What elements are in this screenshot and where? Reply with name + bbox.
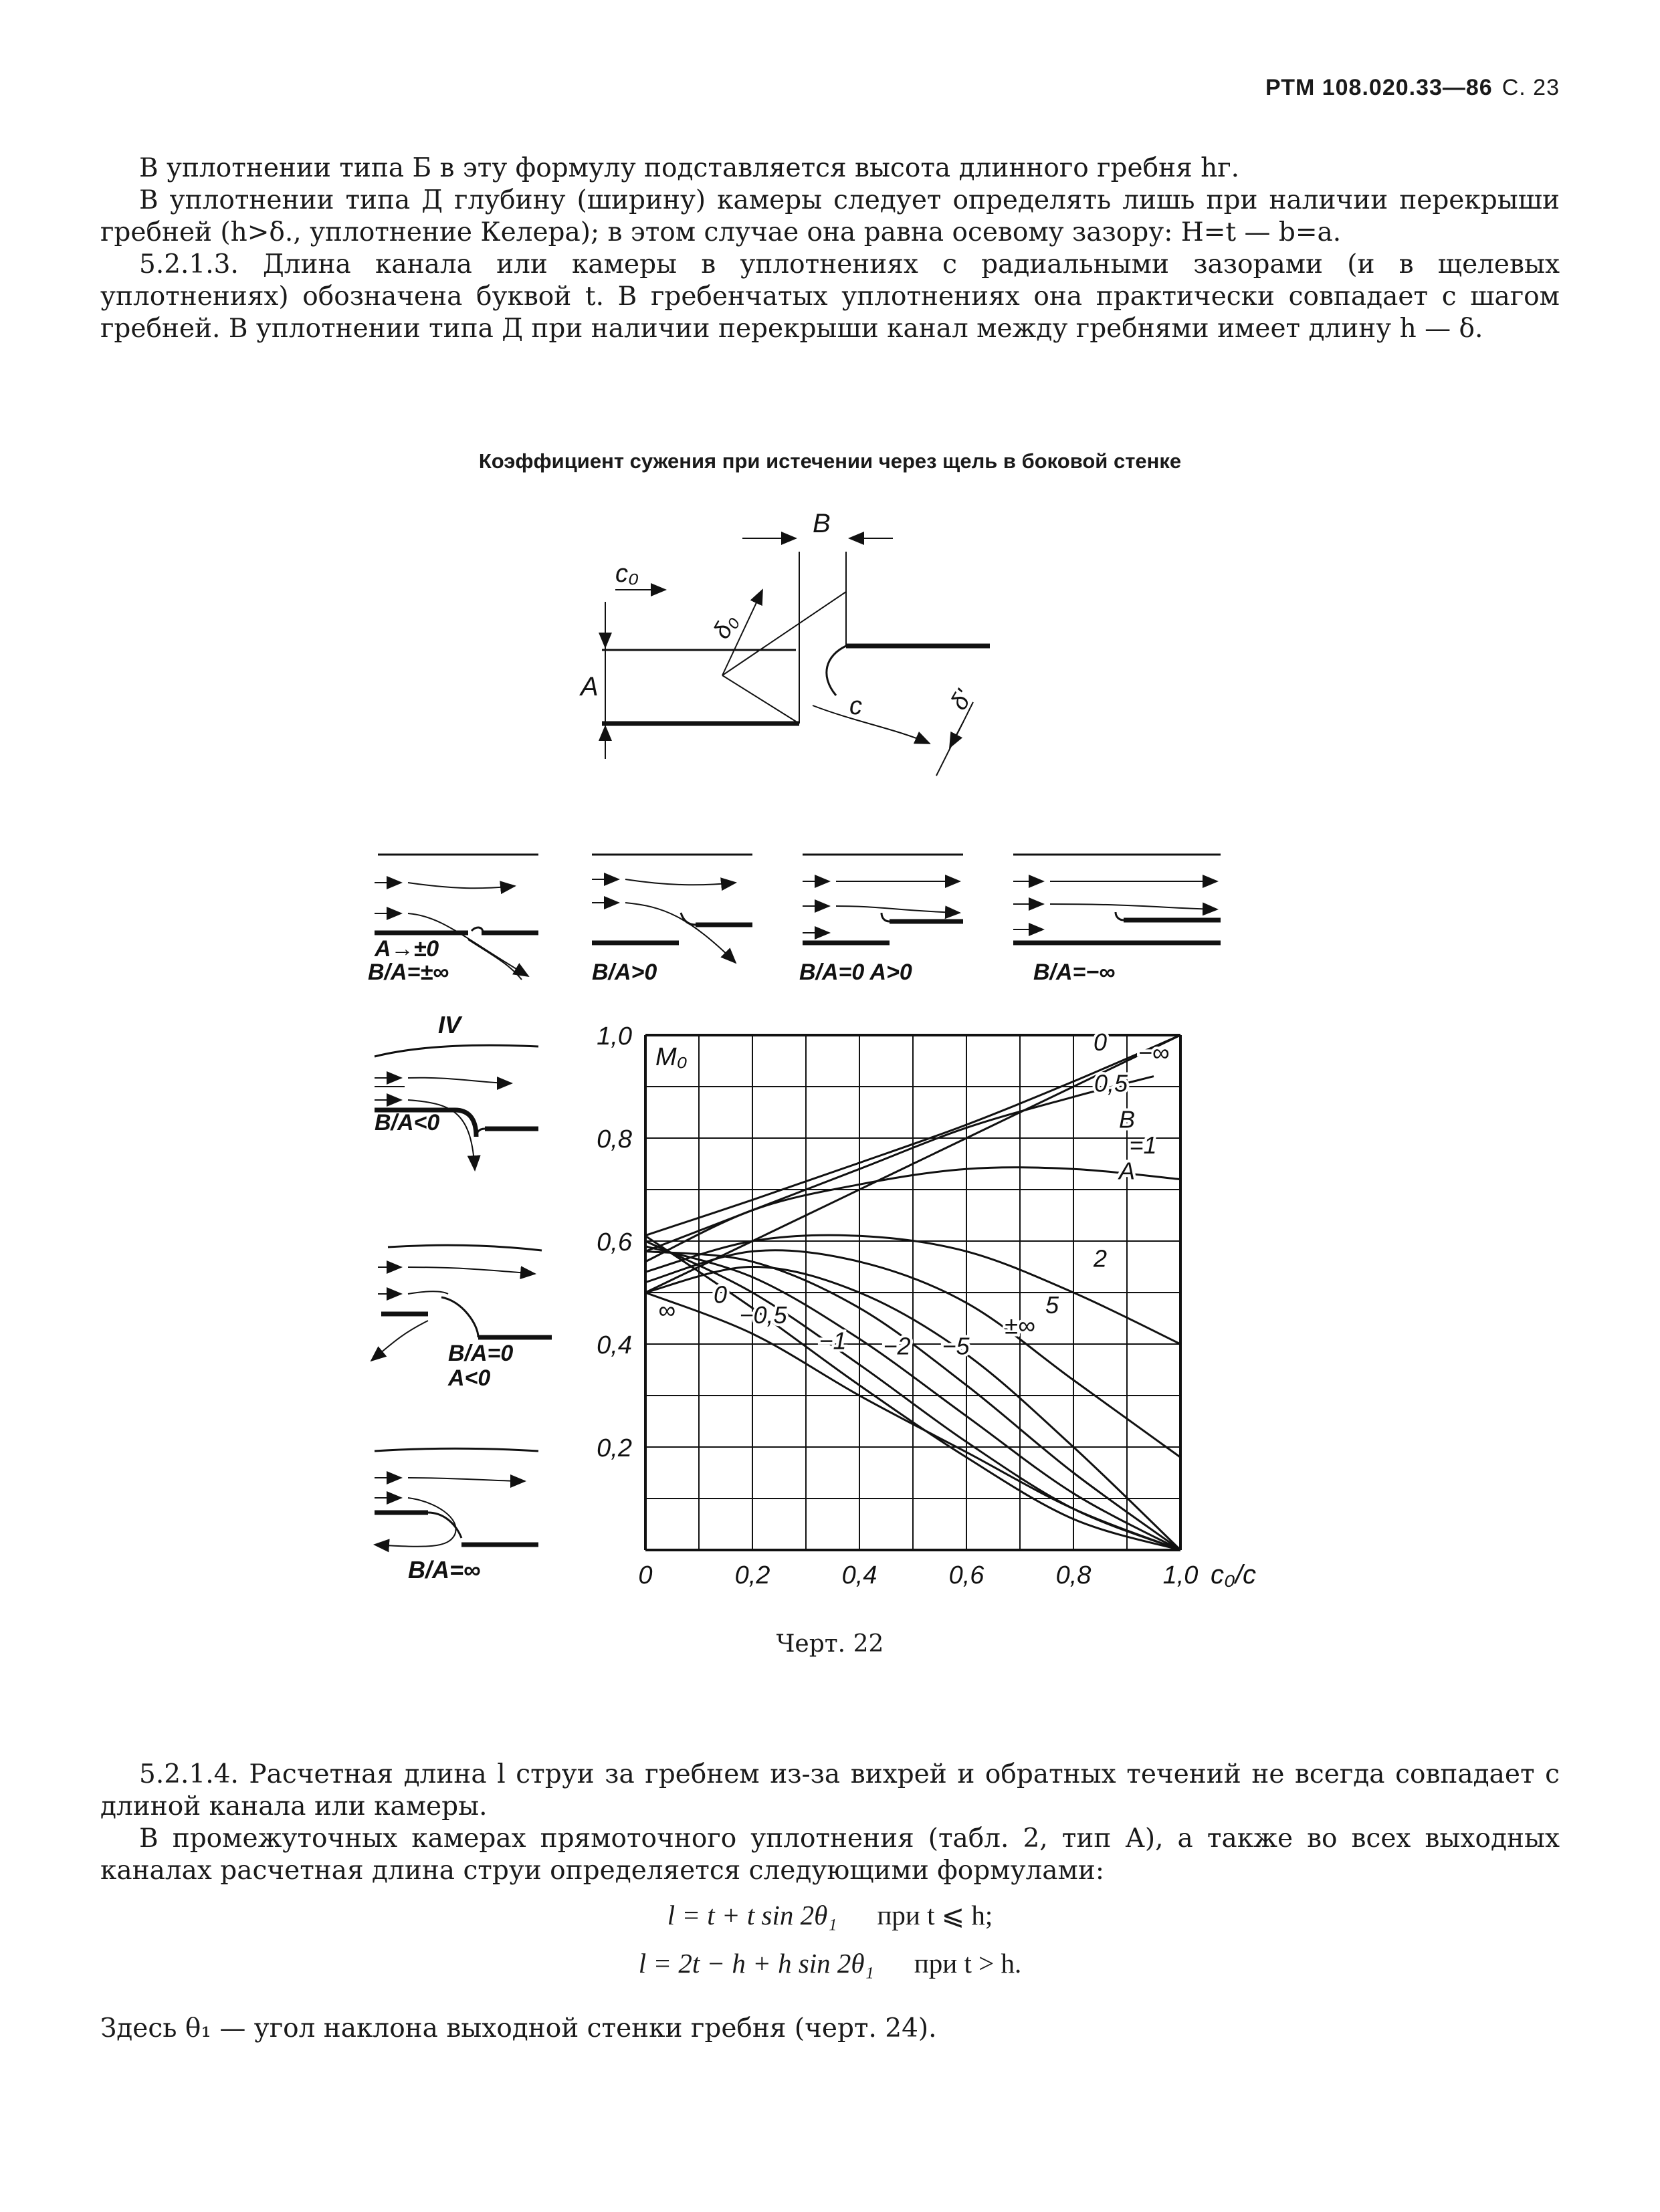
x-tick-label: 0,8	[1055, 1561, 1092, 1589]
x-axis-label: c₀/c	[1211, 1560, 1256, 1589]
flow-case	[371, 1245, 552, 1391]
x-tick-label: 0,4	[841, 1561, 877, 1589]
formula-condition: при t > h.	[914, 1948, 1022, 1979]
x-tick-label: 1,0	[1162, 1561, 1199, 1589]
y-axis-label: M₀	[655, 1043, 688, 1071]
formula	[0, 1899, 1660, 1931]
flow-case-label: B/A=−∞	[1033, 960, 1116, 985]
x-tick-label: 0,2	[734, 1561, 770, 1589]
flow-case-label: A<0	[448, 1365, 491, 1391]
flow-case-label: B/A=0	[448, 1341, 514, 1366]
flow-case	[368, 855, 538, 985]
flow-case-label: A→±0	[375, 936, 439, 962]
curve-label: =1	[1129, 1131, 1157, 1159]
curve-label: −0,5	[739, 1301, 787, 1329]
label-c: c	[849, 692, 862, 720]
label-delta0: δ₀	[707, 609, 743, 643]
x-tick-label: 0,6	[948, 1561, 984, 1589]
y-tick-label: 1,0	[597, 1022, 632, 1050]
flow-case-label: B/A>0	[592, 960, 657, 985]
flow-case-label: B/A<0	[375, 1110, 440, 1135]
x-tick-label: 0	[638, 1561, 653, 1589]
paragraph: Здесь θ₁ — угол наклона выходной стенки гребня (черт. 24).	[100, 2013, 937, 2043]
y-tick-label: 0,8	[597, 1125, 632, 1153]
figure-title: Коэффициент сужения при истечении через щель в боковой стенке	[478, 449, 1182, 473]
flow-case	[799, 855, 963, 985]
slot-schematic	[579, 509, 990, 776]
page-number: С. 23	[1501, 75, 1560, 100]
curve-label: −5	[942, 1332, 970, 1360]
curve-label: −2	[883, 1332, 911, 1360]
curve-label: −1	[819, 1327, 847, 1355]
curve-label: −∞	[1138, 1038, 1170, 1067]
formula-expression: l = t + t sin 2θ₁	[667, 1900, 837, 1930]
curve-label: 0	[713, 1281, 728, 1309]
curve-label: ∞	[658, 1296, 676, 1324]
document-code: РТМ 108.020.33—86	[1265, 75, 1493, 100]
formula-condition: при t ⩽ h;	[877, 1900, 993, 1930]
flow-case-label: B/A=∞	[408, 1556, 481, 1583]
paragraph: В уплотнении типа Б в эту формулу подставляется высота длинного гребня hг.	[139, 153, 1240, 183]
formula	[0, 1947, 1660, 1979]
body-text	[100, 1759, 1560, 1887]
label-delta1: δ'	[944, 685, 978, 715]
y-tick-label: 0,2	[597, 1434, 632, 1462]
label-b: B	[813, 509, 831, 538]
curve-label: 0	[1093, 1028, 1108, 1057]
curve-label: 5	[1045, 1291, 1059, 1319]
paragraph: 5.2.1.3. Длина канала или камеры в уплотнениях с радиальными зазорами (и в щелевых уплотнениях) обозначена буквой t. В гребенчатых уплотнениях она практически совпадает с шагом гребней. В уплотнении типа Д при наличии перекрыши канал между гребнями имеет длину h — δ.	[100, 249, 1560, 344]
paragraph: В уплотнении типа Д глубину (ширину) камеры следует определять лишь при наличии перекрыши гребней (h>δ., уплотнение Келера); в этом случае она равна осевому зазору: H=t — b=a.	[100, 185, 1560, 247]
flow-case	[375, 1011, 538, 1170]
label-a: A	[581, 672, 599, 701]
flow-case-label: B/A=0 A>0	[799, 960, 912, 985]
flow-case	[1013, 855, 1221, 985]
y-tick-label: 0,6	[597, 1228, 632, 1256]
curve-label: ±∞	[1005, 1311, 1035, 1339]
figure-caption: Черт. 22	[776, 1630, 884, 1658]
y-tick-label: 0,4	[597, 1331, 632, 1359]
curve-label: 2	[1093, 1244, 1108, 1273]
curve-label: 0,5	[1094, 1069, 1128, 1097]
label-c0: c₀	[615, 560, 639, 588]
flow-case	[592, 855, 752, 985]
flow-case-label: B/A=±∞	[368, 960, 449, 985]
contraction-coefficient-chart	[597, 1022, 1256, 1589]
curve-label: B	[1118, 1105, 1136, 1133]
formula-expression: l = 2t − h + h sin 2θ₁	[638, 1948, 874, 1979]
paragraph: 5.2.1.4. Расчетная длина l струи за гребнем из-за вихрей и обратных течений не всегда совпадает с длиной канала или камеры.	[100, 1759, 1560, 1821]
note-text	[100, 2013, 1560, 2045]
curve-label: A	[1118, 1157, 1136, 1185]
flow-case	[375, 1448, 538, 1583]
flow-case-label: IV	[438, 1011, 461, 1038]
series-line	[645, 1077, 1157, 1252]
paragraph: В промежуточных камерах прямоточного уплотнения (табл. 2, тип А), а также во всех выходных каналах расчетная длина струи определяется следующими формулами:	[100, 1823, 1560, 1886]
